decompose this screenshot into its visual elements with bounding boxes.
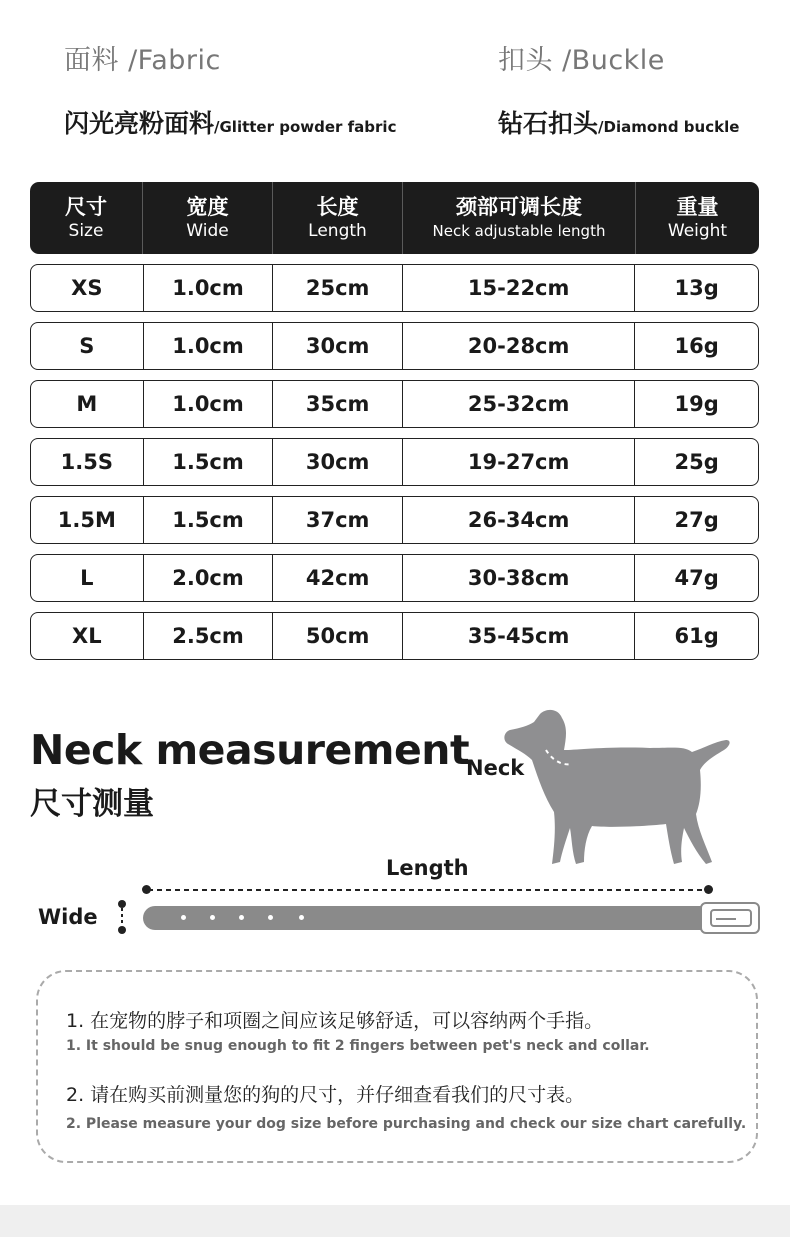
buckle-value-zh: 钻石扣头: [498, 109, 599, 138]
cell-size: M: [76, 392, 98, 416]
measurement-subtitle: 尺寸测量: [30, 786, 154, 822]
size-table: [30, 182, 759, 660]
header-en: Wide: [186, 221, 229, 241]
length-label: Length: [386, 856, 469, 880]
header-zh: 颈部可调长度: [456, 195, 582, 219]
note-1-zh: 1. 在宠物的脖子和项圈之间应该足够舒适，可以容纳两个手指。: [66, 1010, 604, 1032]
notes-box: [36, 970, 758, 1163]
fabric-category: 面料 /Fabric: [64, 45, 221, 76]
cell-size: 1.5S: [60, 450, 113, 474]
cell-weight: 25g: [634, 439, 758, 485]
table-row: [30, 496, 759, 544]
buckle-bar: [716, 918, 736, 920]
dog-silhouette-icon: [500, 700, 740, 870]
collar-hole: [210, 915, 215, 920]
wide-label: Wide: [38, 905, 98, 929]
table-row: [30, 554, 759, 602]
cell-wide: 1.5cm: [143, 439, 273, 485]
wide-dimension-line: [112, 900, 132, 934]
cell-weight: 19g: [634, 381, 758, 427]
table-header: [30, 182, 759, 254]
header-zh: 宽度: [186, 195, 229, 219]
cell-wide: 1.5cm: [143, 497, 273, 543]
collar-hole: [239, 915, 244, 920]
length-dimension-line: [146, 888, 710, 892]
header-neck-adjustable: [402, 182, 635, 254]
header-zh: 尺寸: [65, 195, 107, 219]
header-en: Neck adjustable length: [432, 222, 606, 240]
cell-wide: 2.0cm: [143, 555, 273, 601]
header-en: Size: [68, 221, 104, 241]
cell-length: 30cm: [272, 323, 402, 369]
header-wide: [142, 182, 272, 254]
cell-size: XL: [72, 624, 102, 648]
cell-neck: 20-28cm: [402, 323, 634, 369]
cell-weight: 13g: [634, 265, 758, 311]
buckle-icon: [700, 902, 760, 934]
cell-size: S: [79, 334, 95, 358]
cell-wide: 2.5cm: [143, 613, 273, 659]
header-en: Length: [308, 221, 367, 241]
cell-neck: 26-34cm: [402, 497, 634, 543]
table-row: [30, 264, 759, 312]
table-row: [30, 612, 759, 660]
fabric-value-zh: 闪光亮粉面料: [64, 109, 215, 138]
cell-size: L: [80, 566, 94, 590]
header-size: [30, 182, 142, 254]
header-zh: 长度: [316, 195, 359, 219]
cell-weight: 61g: [634, 613, 758, 659]
buckle-value-en: /Diamond buckle: [598, 118, 740, 136]
collar-strap: [143, 906, 715, 930]
length-start-dot: [142, 885, 151, 894]
table-row: [30, 322, 759, 370]
length-end-dot: [704, 885, 713, 894]
cell-neck: 15-22cm: [402, 265, 634, 311]
table-row: [30, 380, 759, 428]
header-en: Weight: [667, 221, 728, 241]
cell-neck: 25-32cm: [402, 381, 634, 427]
note-1-en: 1. It should be snug enough to fit 2 fingers between pet's neck and collar.: [66, 1038, 650, 1054]
header-weight: [635, 182, 759, 254]
cell-length: 30cm: [272, 439, 402, 485]
cell-size: XS: [71, 276, 103, 300]
footer-band: [0, 1205, 790, 1237]
cell-weight: 16g: [634, 323, 758, 369]
cell-length: 25cm: [272, 265, 402, 311]
cell-weight: 27g: [634, 497, 758, 543]
note-2-zh: 2. 请在购买前测量您的狗的尺寸，并仔细查看我们的尺寸表。: [66, 1084, 585, 1106]
cell-neck: 19-27cm: [402, 439, 634, 485]
buckle-value: [498, 104, 739, 140]
header-length: [272, 182, 402, 254]
cell-length: 50cm: [272, 613, 402, 659]
collar-hole: [181, 915, 186, 920]
collar-hole: [299, 915, 304, 920]
cell-neck: 30-38cm: [402, 555, 634, 601]
cell-neck: 35-45cm: [402, 613, 634, 659]
neck-label: Neck: [466, 756, 525, 780]
note-2-en: 2. Please measure your dog size before purchasing and check our size chart carefully.: [66, 1116, 747, 1132]
cell-size: 1.5M: [57, 508, 116, 532]
cell-wide: 1.0cm: [143, 323, 273, 369]
fabric-value: [64, 104, 396, 140]
collar-hole: [268, 915, 273, 920]
cell-wide: 1.0cm: [143, 265, 273, 311]
cell-weight: 47g: [634, 555, 758, 601]
cell-wide: 1.0cm: [143, 381, 273, 427]
cell-length: 42cm: [272, 555, 402, 601]
measurement-title: Neck measurement: [30, 726, 470, 774]
header-zh: 重量: [676, 195, 719, 219]
cell-length: 35cm: [272, 381, 402, 427]
fabric-value-en: /Glitter powder fabric: [214, 118, 397, 136]
table-row: [30, 438, 759, 486]
buckle-category: 扣头 /Buckle: [498, 45, 665, 76]
cell-length: 37cm: [272, 497, 402, 543]
